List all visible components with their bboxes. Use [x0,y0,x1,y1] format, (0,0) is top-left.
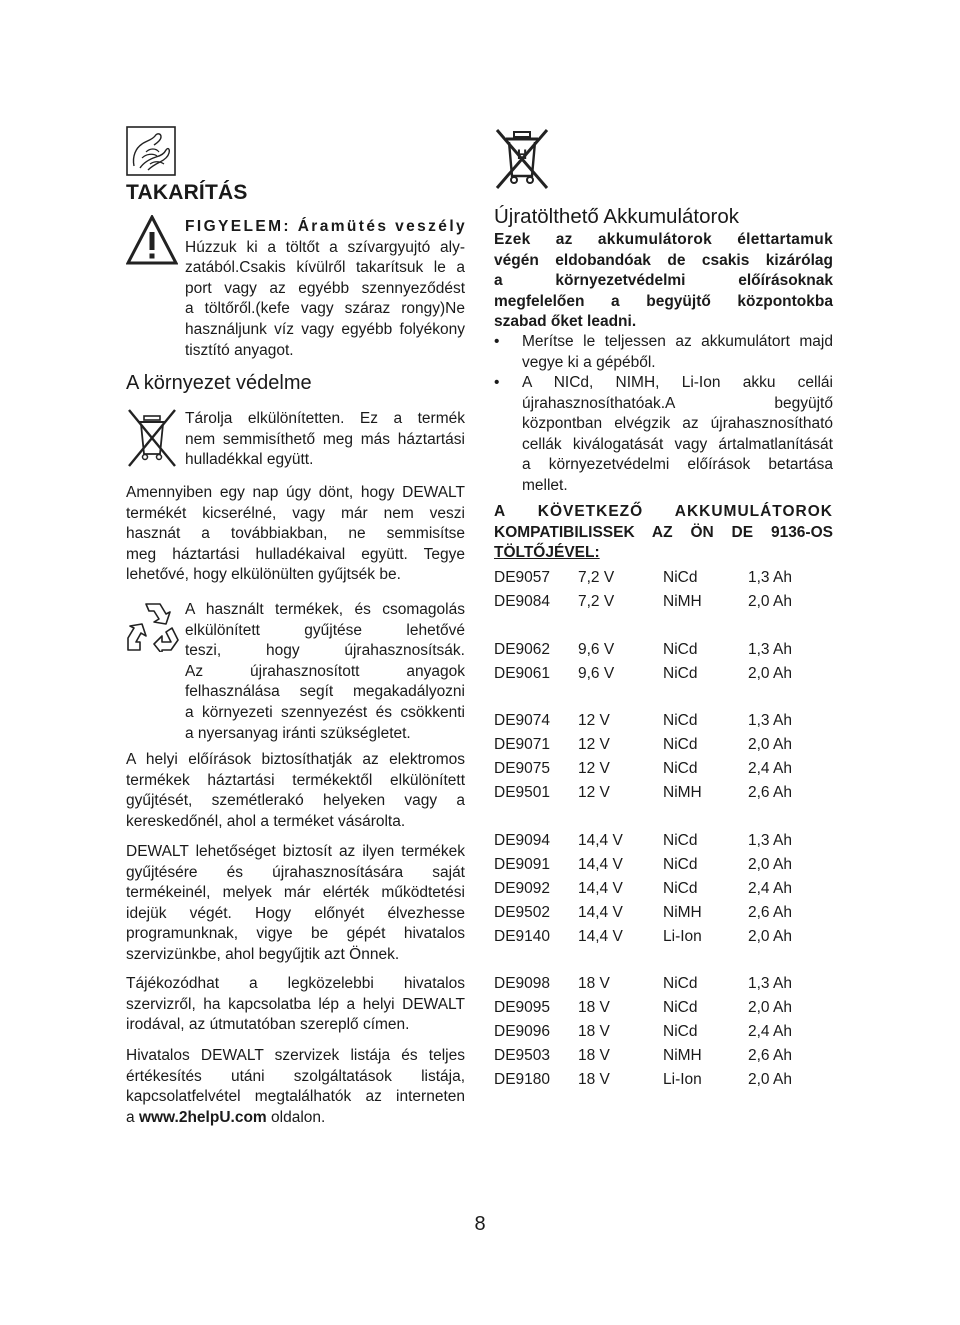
bullet1-line: vegye ki a gépéből. [522,353,656,371]
warning-block [185,217,468,361]
bullet-discharge [494,332,833,373]
voltage-cell: 9,6 V [578,664,615,682]
model-cell: DE9140 [494,927,551,945]
capacity-cell: 2,0 Ah [748,736,792,753]
capacity-cell: 2,0 Ah [748,999,792,1016]
model-cell: DE9503 [494,1047,551,1064]
disposal-line: Ezek az akkumulátorok élettartamuk [494,231,833,248]
page-number: 8 [474,1213,486,1235]
separate-collection-text [185,409,465,471]
table-row [494,1068,828,1092]
voltage-cell: 14,4 V [578,927,623,945]
compatible-heading [494,502,833,564]
chemistry-cell: NiCd [663,736,698,753]
group-spacer [494,805,828,829]
voltage-cell: 18 V [578,1023,610,1040]
voltage-cell: 12 V [578,784,610,801]
capacity-cell: 2,0 Ah [748,664,792,682]
replace-line: termékét kicserélné, vagy már nem veszi [126,504,465,522]
environment-title: A környezet védelme [126,372,312,394]
chemistry-cell: Li-Ion [663,1071,702,1088]
table-row [494,1020,828,1044]
capacity-cell: 2,0 Ah [748,927,792,945]
compat-line: A KÖVETKEZŐ AKKUMULÁTOROK [494,503,833,520]
model-cell: DE9098 [494,975,551,992]
dewalt-collection-paragraph [126,842,465,966]
local-line: kereskedőnél, ahol a terméket vásárolta. [126,812,406,830]
chemistry-cell: NiCd [663,760,698,777]
dewalt-line: termékeinél, melyek már elérték működtetési [126,884,465,902]
bullet-recycle-cells [494,373,833,497]
local-line: gyűjtését, szemétlerakó helyeken vagy a [126,792,465,810]
model-cell: DE9095 [494,999,551,1016]
local-regulations-paragraph [126,750,465,832]
table-row [494,853,828,877]
info-line: irodával, az útmutatóban szereplő címen. [126,1016,410,1034]
chemistry-cell: NiMH [663,593,702,610]
voltage-cell: 18 V [578,1071,610,1088]
capacity-cell: 1,3 Ah [748,975,792,992]
crossed-bin-battery-icon [494,126,550,192]
capacity-cell: 2,6 Ah [748,903,792,921]
model-cell: DE9061 [494,664,551,682]
info-line: Tájékozódhat a legközelebbi hivatalos [126,975,465,992]
crossed-bin-icon [126,407,178,469]
bullet2-line: központban elvégzik az újrahasznosítható [522,415,833,433]
warning-line: zatából.Csakis kívülről takarítsuk le a [185,259,465,277]
chemistry-cell: NiMH [663,1047,702,1064]
bullet2-line: újrahasznosíthatóak.A begyüjtő [522,394,833,412]
bullet2-line: A NICd, NIMH, Li-Ion akku cellái [522,374,833,391]
warning-line: tisztító anyagot. [185,341,294,359]
model-cell: DE9091 [494,855,551,873]
dewalt-line: szervizünkbe, ahol begyűjtik azt Önnek. [126,945,400,963]
recycle-line: teszi, hogy újrahasznosítsák. [185,642,465,660]
service-list-paragraph [126,1046,465,1128]
table-row [494,1044,828,1068]
bullet1-line: Merítse le teljessen az akkumulátort majd [522,333,833,350]
voltage-cell: 12 V [578,736,610,753]
capacity-cell: 1,3 Ah [748,569,792,586]
dewalt-line: DEWALT lehetőséget biztosít az ilyen termékek [126,843,465,860]
compat-line: TÖLTŐJÉVEL: [494,544,600,562]
recycle-icon [126,600,180,652]
model-cell: DE9071 [494,736,551,753]
bullet-mark: • [494,374,500,391]
table-row [494,781,828,805]
voltage-cell: 18 V [578,975,610,992]
chemistry-cell: NiCd [663,831,698,849]
table-row [494,996,828,1020]
bullet2-line: mellet. [522,476,568,494]
list-line: értékesítés utáni szolgáltatások listája, [126,1067,465,1085]
disposal-line: a környezetvédelmi előírásoknak [494,272,833,290]
list-line: kapcsolatfelvétel megtalálhatók az interneten [126,1088,465,1106]
model-cell: DE9502 [494,903,551,921]
voltage-cell: 12 V [578,760,610,777]
chemistry-cell: NiCd [663,1023,698,1040]
battery-table [494,566,828,1092]
voltage-cell: 9,6 V [578,640,615,658]
local-line: termékek háztartási termékektől elkülönített [126,771,465,789]
compat-line: KOMPATIBILISSEK AZ ÖN DE 9136-OS [494,523,833,541]
chemistry-cell: NiCd [663,712,698,729]
capacity-cell: 1,3 Ah [748,640,792,658]
recycle-line: felhasználása segít megakadályozni [185,683,465,701]
bullet-mark: • [494,333,500,350]
cleaning-title: TAKARÍTÁS [126,181,248,204]
table-row [494,757,828,781]
voltage-cell: 18 V [578,1047,610,1064]
model-cell: DE9094 [494,831,551,849]
group-spacer [494,614,828,638]
group-spacer [494,686,828,710]
capacity-cell: 1,3 Ah [748,712,792,729]
battery-table-container [494,566,828,1092]
bullet2-line: a környezetvédelmi előírások betartása [522,456,833,474]
model-cell: DE9084 [494,593,551,610]
voltage-cell: 18 V [578,999,610,1016]
service-info-paragraph [126,974,465,1036]
list-prefix: a [126,1108,139,1126]
warning-line: port vagy az egyébb szennyeződést [185,279,465,297]
warning-title: FIGYELEM: Áramütés veszély [185,218,468,235]
voltage-cell: 12 V [578,712,610,729]
table-row [494,638,828,662]
chemistry-cell: NiMH [663,784,702,801]
capacity-cell: 2,6 Ah [748,1047,792,1064]
voltage-cell: 14,4 V [578,879,623,897]
chemistry-cell: NiCd [663,640,698,658]
website-link[interactable]: www.2helpU.com [138,1108,267,1126]
chemistry-cell: NiCd [663,879,698,897]
capacity-cell: 2,0 Ah [748,1071,792,1088]
recycle-line: a környezeti szennyezést és csökkenti [185,703,465,721]
table-row [494,925,828,949]
dewalt-line: programunknak, vigye be gépét hivatalos [126,925,465,943]
model-cell: DE9501 [494,784,551,801]
chemistry-cell: NiCd [663,975,698,992]
replace-line: Amennyiben egy nap úgy dönt, hogy DEWALT [126,484,465,501]
cleaning-hands-icon [126,126,176,176]
model-cell: DE9180 [494,1071,551,1088]
model-cell: DE9096 [494,1023,551,1040]
disposal-warning-bold [494,230,833,333]
dewalt-line: gyűjtésére és újrahasznosítására saját [126,863,465,881]
replace-paragraph [126,483,465,586]
capacity-cell: 1,3 Ah [748,831,792,849]
capacity-cell: 2,4 Ah [748,760,792,777]
model-cell: DE9092 [494,879,551,897]
capacity-cell: 2,4 Ah [748,1023,792,1040]
capacity-cell: 2,0 Ah [748,593,792,610]
table-row [494,709,828,733]
table-row [494,566,828,590]
replace-line: lehetővé, hogy elkülönülten gyűjtsék be. [126,566,401,584]
recycle-line: elkülönített gyűjtése lehetővé [185,621,465,639]
model-cell: DE9075 [494,760,551,777]
chemistry-cell: NiCd [663,999,698,1016]
chemistry-cell: NiCd [663,569,698,586]
voltage-cell: 7,2 V [578,569,615,586]
disposal-line: végén eldobandóak de csakis kizárólag [494,251,833,269]
recycle-line: a nyersanyag iránti szükségletet. [185,724,411,742]
capacity-cell: 2,0 Ah [748,855,792,873]
disposal-line: szabad őket leadni. [494,313,637,331]
recycle-line: A használt termékek, és csomagolás [185,601,465,618]
model-cell: DE9074 [494,712,551,729]
model-cell: DE9062 [494,640,551,658]
recycle-paragraph [185,600,465,744]
chemistry-cell: Li-Ion [663,927,702,945]
voltage-cell: 14,4 V [578,855,623,873]
separate-line: Tárolja elkülönítetten. Ez a termék [185,410,465,427]
voltage-cell: 7,2 V [578,593,615,610]
chemistry-cell: NiCd [663,855,698,873]
warning-triangle-icon [126,215,178,265]
table-row [494,829,828,853]
list-line: Hivatalos DEWALT szervizek listája és teljes [126,1047,465,1064]
model-cell: DE9057 [494,569,551,586]
table-row [494,901,828,925]
separate-line: nem semmisíthető meg más háztartási [185,430,465,448]
table-row [494,733,828,757]
list-last-line [126,1108,465,1129]
replace-line: hasznát a továbbiakban, ne semmisítse [126,525,465,543]
dewalt-line: idejük végét. Hogy előnyét élvezhesse [126,904,465,922]
list-suffix: oldalon. [266,1108,326,1126]
table-row [494,662,828,686]
capacity-cell: 2,4 Ah [748,879,792,897]
disposal-line: megfelelően a begyüjtő központokba [494,292,833,310]
voltage-cell: 14,4 V [578,831,623,849]
chemistry-cell: NiMH [663,903,702,921]
chemistry-cell: NiCd [663,664,698,682]
info-line: szervizről, ha kapcsolatba lép a helyi DEWALT [126,995,465,1013]
bullet2-line: cellák kiválogatását vagy ártalmatlanítását [522,435,833,453]
capacity-cell: 2,6 Ah [748,784,792,801]
replace-line: meg háztartási hulladékaival együtt. Tegye [126,545,465,563]
table-row [494,972,828,996]
batteries-title: Újratölthető Akkumulátorok [494,205,739,228]
table-row [494,590,828,614]
voltage-cell: 14,4 V [578,903,623,921]
warning-line: a töltőről.(kefe vagy száraz rongy)Ne [185,300,465,318]
table-row [494,877,828,901]
group-spacer [494,949,828,973]
warning-line: használjunk víz vagy egyébb folyékony [185,320,465,338]
svg-text:H: H [516,146,528,162]
recycle-line: Az újrahasznosított anyagok [185,662,465,680]
local-line: A helyi előírások biztosíthatják az elektromos [126,751,465,768]
separate-line: hulladékkal együtt. [185,451,314,469]
warning-line: Húzzuk ki a töltőt a szívargyujtó aly- [185,238,465,256]
